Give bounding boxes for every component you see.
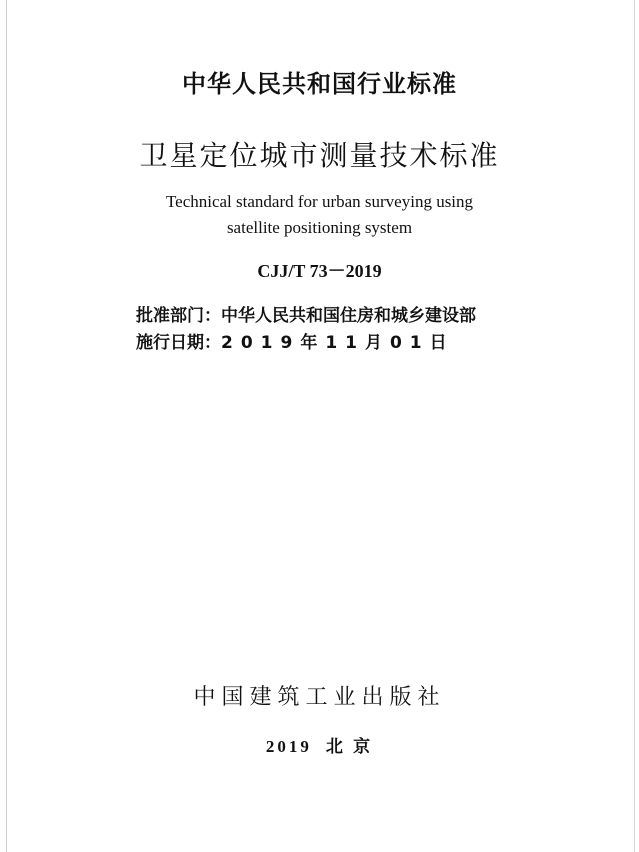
publication-city: 北 京 [325,737,374,756]
approval-value: 中华人民共和国住房和城乡建设部 [221,306,476,326]
document-title-english-line-1: Technical standard for urban surveying using [165,192,474,211]
document-title-english-line-2: satellite positioning system [226,218,413,237]
publication-place [0,732,639,757]
effective-value: 2019年11月01日 [221,333,455,353]
standard-code: CJJ/T 73－2019 [257,261,382,281]
document-title-chinese: 卫星定位城市测量技术标准 [139,139,500,172]
effective-label: 施行日期： [136,333,221,353]
approval-authority [136,301,476,326]
page-edge-left [6,0,7,852]
effective-date [136,328,455,353]
series-title: 中华人民共和国行业标准 [182,70,457,98]
publication-year: 2019 [265,737,312,756]
page-edge-right [634,0,635,852]
approval-label: 批准部门： [136,306,221,326]
publisher-name: 中国建筑工业出版社 [193,685,446,710]
